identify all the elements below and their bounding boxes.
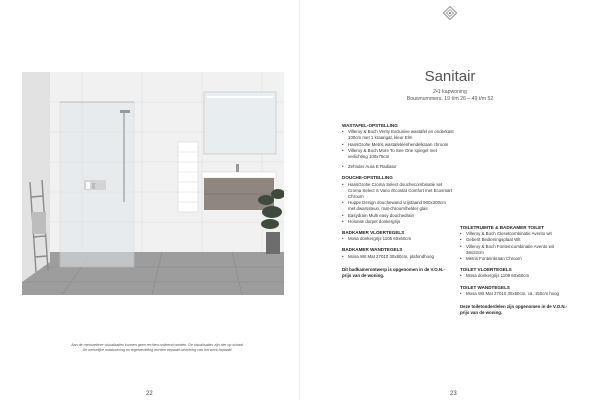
visualisation-disclaimer <box>40 343 275 353</box>
bouwnummers: Bouwnummers: 19 t/m 26 – 49 t/m 52 <box>406 96 494 102</box>
toilet-wandtegels-heading: TOILET WANDTEGELS <box>460 284 510 290</box>
diamond-ornament-icon <box>443 6 457 20</box>
badkamer-price-note: Dit badkamerontwerp is opgenomen in de V.O.N.-prijs van de woning. <box>342 266 445 279</box>
bullet: • <box>342 141 344 147</box>
list-item: • Easydrain Multi easy douchedrain <box>342 212 414 218</box>
bullet: • <box>342 212 344 218</box>
list-item: • Zehnder Aura E Radiator <box>342 164 397 170</box>
badkamer-vloertegels-heading: BADKAMER VLOERTEGELS <box>342 230 405 236</box>
disclaimer-line-2: De werkelijke maatvoering en tegelverdeling worden bepaald uitvoering van het werk bepaald. <box>82 348 233 353</box>
toilet-price-note: Deze toiletonderdelen zijn opgenomen in de V.O.N.-prijs van de woning. <box>460 304 568 316</box>
toilet-vloertegels-heading: TOILET VLOERTEGELS <box>460 267 512 273</box>
disclaimer-line-1: Aan de metroretieve visualisaties kunnen geen rechten ontleend worden. De visualisaties zijn niet op schaal. <box>71 343 244 347</box>
bullet: • <box>460 273 462 279</box>
list-item: • Huppe Design douchewand vrijstaand 900x200cm met dwarssteun, mat-chroom/helder glas <box>342 200 446 212</box>
sanitair-column-right <box>460 225 570 316</box>
douche-heading: DOUCHE-OPSTELLING <box>342 175 393 181</box>
bullet: • <box>342 164 344 170</box>
list-item: • Villeroy & Boch Closetcombinatie Avento wit <box>460 231 552 237</box>
list-item: • Villeroy & Boch More To See One spiegel met verlichting 100x75cm <box>342 147 437 160</box>
bullet: • <box>342 147 344 153</box>
list-item: • Villeroy & Boch Fonteincombinatie Avento wit 36x22cm <box>460 243 554 255</box>
list-item: • Holonite dorpel donkergrijs <box>342 218 401 224</box>
bullet: • <box>460 256 462 262</box>
bullet: • <box>342 218 344 224</box>
list-item: • Geberit Bedieningsplaat Wit <box>460 237 521 243</box>
bullet: • <box>342 236 344 242</box>
list-item: • Mosa Wit Mat 27010 30x60cm, plafondhoog <box>342 253 434 259</box>
list-item: • HansGrohe Croma Select douchecombinatie set Croma Select S Vario /Ecostat Comfort met Ecosmart Chroom <box>342 181 453 200</box>
toilet-heading: TOILETRUIMTE & BADKAMER TOILET <box>460 225 545 230</box>
wastafel-heading: WASTAFEL-OPSTELLING <box>342 123 398 128</box>
bullet: • <box>342 181 344 187</box>
badkamer-wandtegels-heading: BADKAMER WANDTEGELS <box>342 247 403 253</box>
sanitair-column-left <box>342 123 454 279</box>
right-page <box>300 0 600 400</box>
bathroom-visualisation <box>22 72 284 295</box>
list-item: • Mosa donkergrijs 1105 60x60cm <box>342 236 412 242</box>
house-type: 2•1 kapwoning <box>433 89 467 95</box>
bullet: • <box>342 253 344 259</box>
bullet: • <box>342 129 344 135</box>
list-item: • HansGrohe Metris wastafeléénhendelkraan chroom <box>342 141 449 147</box>
bullet: • <box>460 237 462 243</box>
list-item: • Mosa donkergrijs 1109 60x60cm <box>460 273 530 279</box>
page-number-right: 23 <box>450 391 457 397</box>
list-item: • Villeroy & Boch Verity Exclusive wastafel en onderkast 100cm met 1 kraangat, kleur Elm <box>342 129 454 141</box>
bullet: • <box>460 231 462 237</box>
bullet: • <box>460 243 462 249</box>
bullet: • <box>460 290 462 296</box>
bullet: • <box>342 200 344 206</box>
list-item: • Metris Fonteinkraan Chroom <box>460 256 522 262</box>
list-item: • Mosa Wit Mat 27010 30x60cm, ca. 150cm hoog <box>460 290 559 296</box>
page-title: Sanitair <box>424 68 476 85</box>
page-number-left: 22 <box>146 391 153 397</box>
